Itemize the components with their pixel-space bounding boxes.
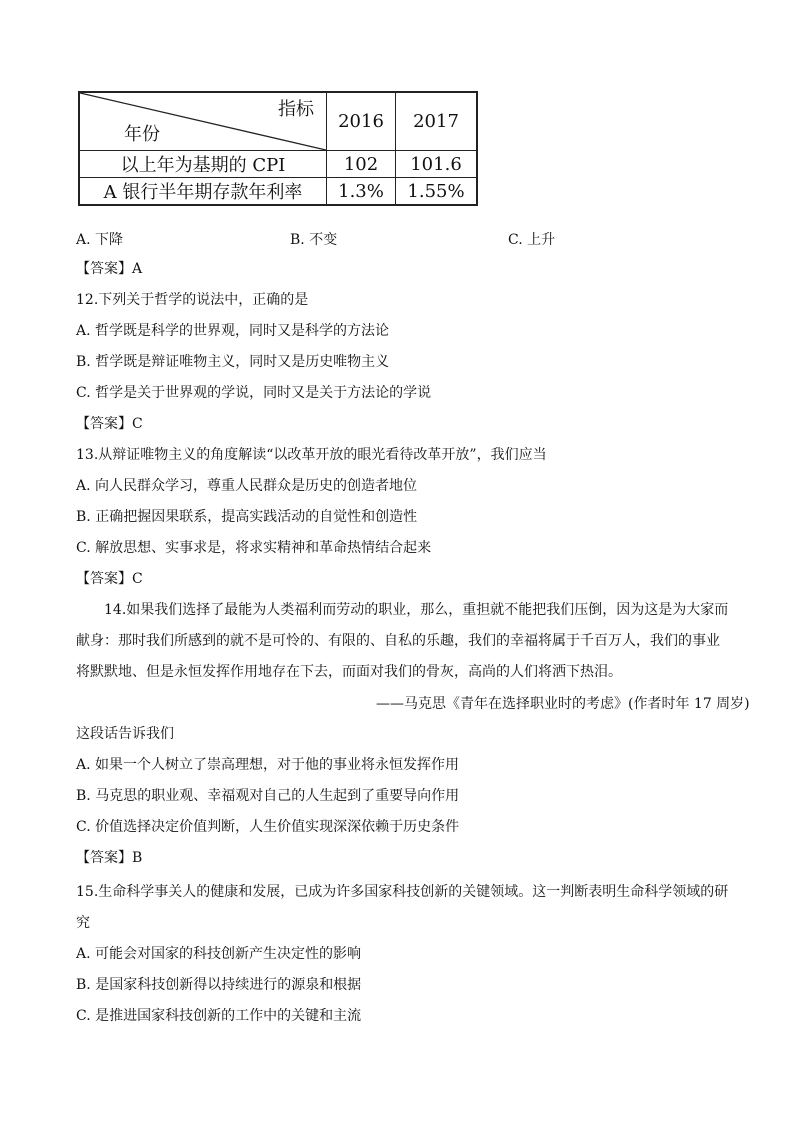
q13-option-b: B. 正确把握因果联系，提高实践活动的自觉性和创造性 [76,509,418,525]
q14-passage-line-1: 14.如果我们选择了最能为人类福利而劳动的职业，那么，重担就不能把我们压倒，因为这是为大家而 [104,602,729,618]
q14-option-c: C. 价值选择决定价值判断，人生价值实现深深依赖于历史条件 [76,819,460,835]
q12-answer: 【答案】C [76,416,143,432]
year-2017-header: 2017 [396,92,478,151]
q14-passage-line-2: 献身：那时我们所感到的就不是可怜的、有限的、自私的乐趣，我们的幸福将属于千百万人，我们的事业 [76,633,720,649]
q14-option-a: A. 如果一个人树立了崇高理想，对于他的事业将永恒发挥作用 [76,757,460,773]
q11-answer: 【答案】A [76,261,143,277]
year-2016-header: 2016 [327,92,396,151]
cpi-2016: 102 [327,151,396,178]
q13-stem: 13.从辩证唯物主义的角度解读“以改革开放的眼光看待改革开放”，我们应当 [76,447,547,463]
q15-option-a: A. 可能会对国家的科技创新产生决定性的影响 [76,946,362,962]
q14-stem: 这段话告诉我们 [76,726,174,742]
cpi-2017: 101.6 [396,151,478,178]
q13-answer: 【答案】C [76,571,143,587]
q14-passage-line-3: 将默默地、但是永恒发挥作用地存在下去，而面对我们的骨灰，高尚的人们将洒下热泪。 [76,664,622,680]
q15-stem-line-1: 15.生命科学事关人的健康和发展，已成为许多国家科技创新的关键领域。这一判断表明生命科学领域的研 [76,884,729,900]
row-label-rate: A 银行半年期存款年利率 [79,178,327,206]
table-row [79,151,477,178]
rate-2017: 1.55% [396,178,478,206]
header-indicator: 指标 [278,99,314,120]
q15-stem-line-2: 究 [76,915,90,931]
q15-option-b: B. 是国家科技创新得以持续进行的源泉和根据 [76,977,362,993]
q11-option-b: B. 不变 [290,232,338,248]
q12-option-a: A. 哲学既是科学的世界观，同时又是科学的方法论 [76,323,390,339]
q13-option-c: C. 解放思想、实事求是，将求实精神和革命热情结合起来 [76,540,432,556]
q15-option-c: C. 是推进国家科技创新的工作中的关键和主流 [76,1008,362,1024]
q12-option-c: C. 哲学是关于世界观的学说，同时又是关于方法论的学说 [76,385,432,401]
header-year: 年份 [124,124,160,145]
q14-option-b: B. 马克思的职业观、幸福观对自己的人生起到了重要导向作用 [76,788,460,804]
q12-stem: 12.下列关于哲学的说法中，正确的是 [76,292,309,308]
q14-source: ——马克思《青年在选择职业时的考虑》(作者时年 17 周岁) [376,696,750,712]
rate-2016: 1.3% [327,178,396,206]
q13-option-a: A. 向人民群众学习，尊重人民群众是历史的创造者地位 [76,478,418,494]
q14-answer: 【答案】B [76,850,143,866]
q11-option-a: A. 下降 [76,232,124,248]
q12-option-b: B. 哲学既是辩证唯物主义，同时又是历史唯物主义 [76,354,390,370]
diagonal-header-cell [79,92,327,151]
q11-option-c: C. 上升 [508,232,556,248]
cpi-interest-table [78,91,478,206]
row-label-cpi: 以上年为基期的 CPI [79,151,327,178]
table-row [79,178,477,206]
